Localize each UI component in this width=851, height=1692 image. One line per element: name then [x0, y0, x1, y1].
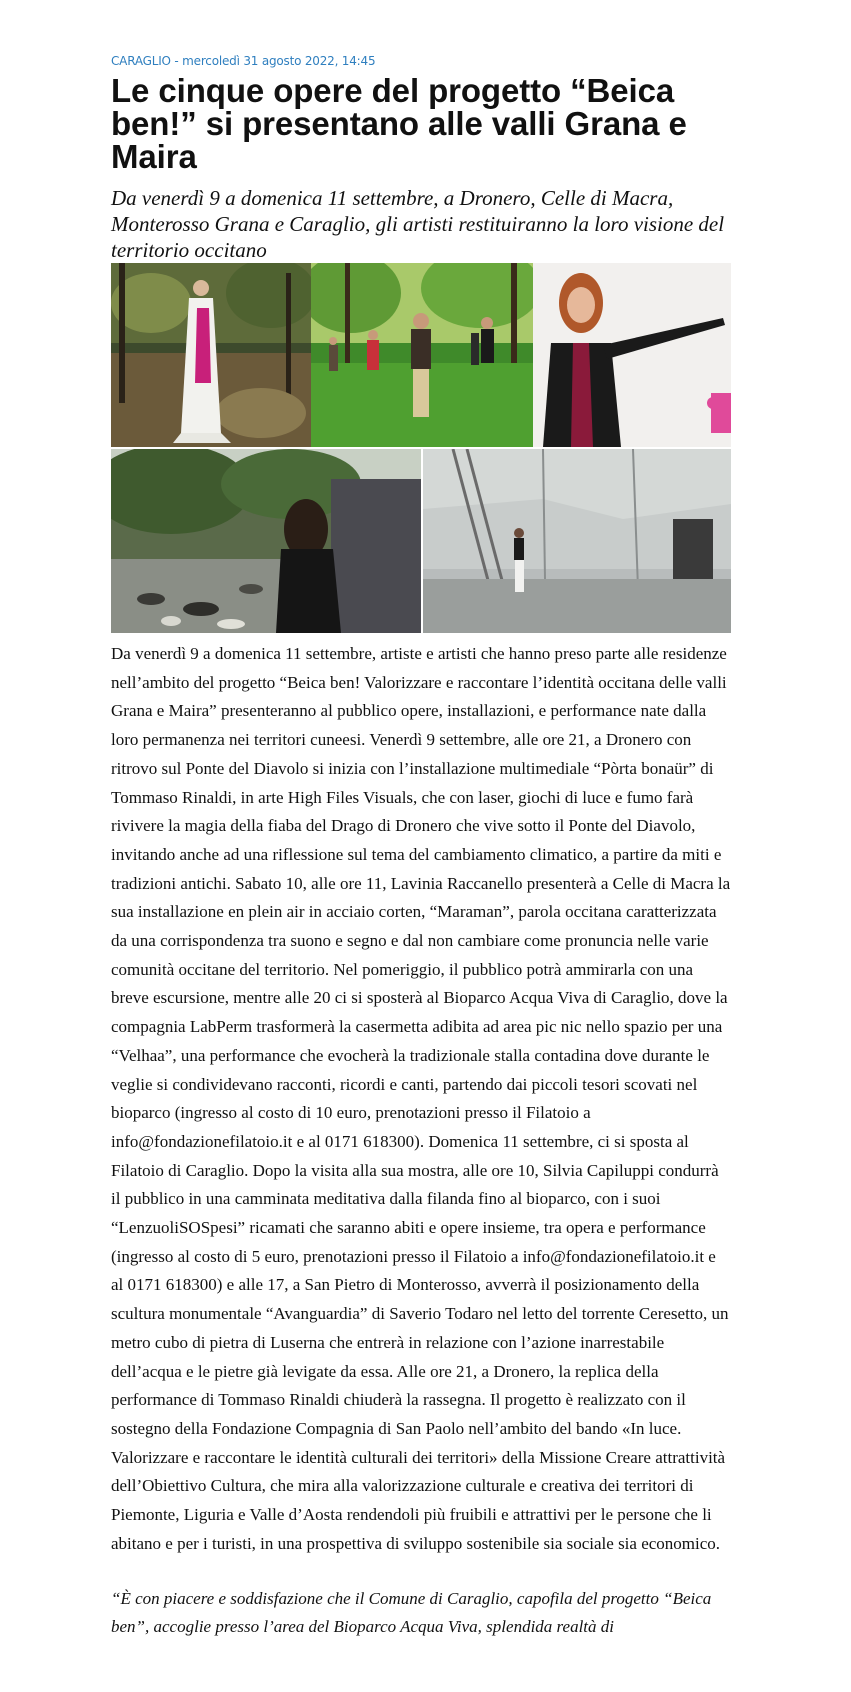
photo-woman-pointing [533, 263, 731, 447]
photo-park-group-icon [311, 263, 533, 447]
photo-forest-figure-icon [111, 263, 311, 447]
article-quote: “È con piacere e soddisfazione che il Comune di Caraglio, capofila del progetto “Beica ben”, accoglie presso l’area del Bioparco Acqua Viva, splendida realtà di [111, 1588, 712, 1636]
photo-quarry-icon [423, 449, 731, 633]
photo-marble-quarry [423, 449, 731, 633]
photo-collage [111, 263, 731, 633]
article-subtitle: Da venerdì 9 a domenica 11 settembre, a Dronero, Celle di Macra, Monterosso Grana e Caraglio, gli artisti restituiranno la loro visione del territorio occitano [111, 186, 725, 262]
photo-river-stones [111, 449, 421, 633]
article-body: Da venerdì 9 a domenica 11 settembre, artiste e artisti che hanno preso parte alle residenze nell’ambito del progetto “Beica ben! Valorizzare e raccontare l’identità occitana delle valli Grana e Maira” presenteranno al pubblico opere, installazioni, e performance nate dalla loro permanenza nei territori cuneesi. Venerdì 9 settembre, alle ore 21, a Dronero con ritrovo sul Ponte del Diavolo si inizia con l’installazione multimediale “Pòrta bonaür” di Tommaso Rinaldi, in arte High Files Visuals, che con laser, giochi di luce e fumo farà rivivere la magia della fiaba del Drago di Dronero che vive sotto il Ponte del Diavolo, invitando anche ad una riflessione sul tema del cambiamento climatico, a partire da miti e tradizioni antichi. Sabato 10, alle ore 11, Lavinia Raccanello presenterà a Celle di Macra la sua installazione en plein air in acciaio corten, “Maraman”, parola occitana caratterizzata da una corrispondenza tra suono e segno e dal non cambiare come pronuncia nelle varie comunità occitane del territorio. Nel pomeriggio, il pubblico potrà ammirarla con una breve escursione, mentre alle 20 ci si sposterà al Bioparco Acqua Viva di Caraglio, dove la compagnia LabPerm trasformerà la casermetta adibita ad area pic nic nello spazio per una “Velhaa”, una performance che evocherà la tradizionale stalla contadina dove durante le veglie si condividevano racconti, ricordi e canti, partendo dai piccoli tesori scovati nel bioparco (ingresso al costo di 10 euro, prenotazioni presso il Filatoio a info@fondazionefilatoio.it e al 0171 618300). Domenica 11 settembre, ci si sposta al Filatoio di Caraglio. Dopo la visita alla sua mostra, alle ore 10, Silvia Capiluppi condurrà il pubblico in una camminata meditativa dalla filanda fino al bioparco, con i suoi “LenzuoliSOSpesi” ricamati che saranno abiti e opere insieme, tra opera e performance (ingresso al costo di 5 euro, prenotazioni presso il Filatoio a info@fondazionefilatoio.it e al 0171 618300) e alle 17, a San Pietro di Monterosso, avverrà il posizionamento della scultura monumentale “Avanguardia” di Saverio Todaro nel letto del torrente Ceresetto, un metro cubo di pietra di Luserna che entrerà in relazione con l’azione inarrestabile dell’acqua e le pietre già levigate da essa. Alle ore 21, a Dronero, la replica della performance di Tommaso Rinaldi chiuderà la rassegna. Il progetto è realizzato con il sostegno della Fondazione Compagnia di San Paolo nell’ambito del bando «In luce. Valorizzare e raccontare le identità culturali dei territori» della Missione Creare attrattività dell’Obiettivo Cultura, che mira alla valorizzazione culturale e creativa dei territori di Piemonte, Liguria e Valle d’Aosta rendendoli più fruibili e attrattivi per le persone che li abitano e per i turisti, in una prospettiva di sviluppo sostenibile sia sociale sia economico. [111, 644, 731, 1553]
article-title: Le cinque opere del progetto “Beica ben!” si presentano alle valli Grana e Maira [111, 72, 687, 175]
article-meta[interactable]: CARAGLIO - mercoledì 31 agosto 2022, 14:45 [111, 54, 376, 68]
article [111, 52, 732, 1641]
photo-meditation-group [311, 263, 533, 447]
photo-woman-white-dress [111, 263, 311, 447]
photo-river-icon [111, 449, 421, 633]
photo-presenter-icon [533, 263, 731, 447]
